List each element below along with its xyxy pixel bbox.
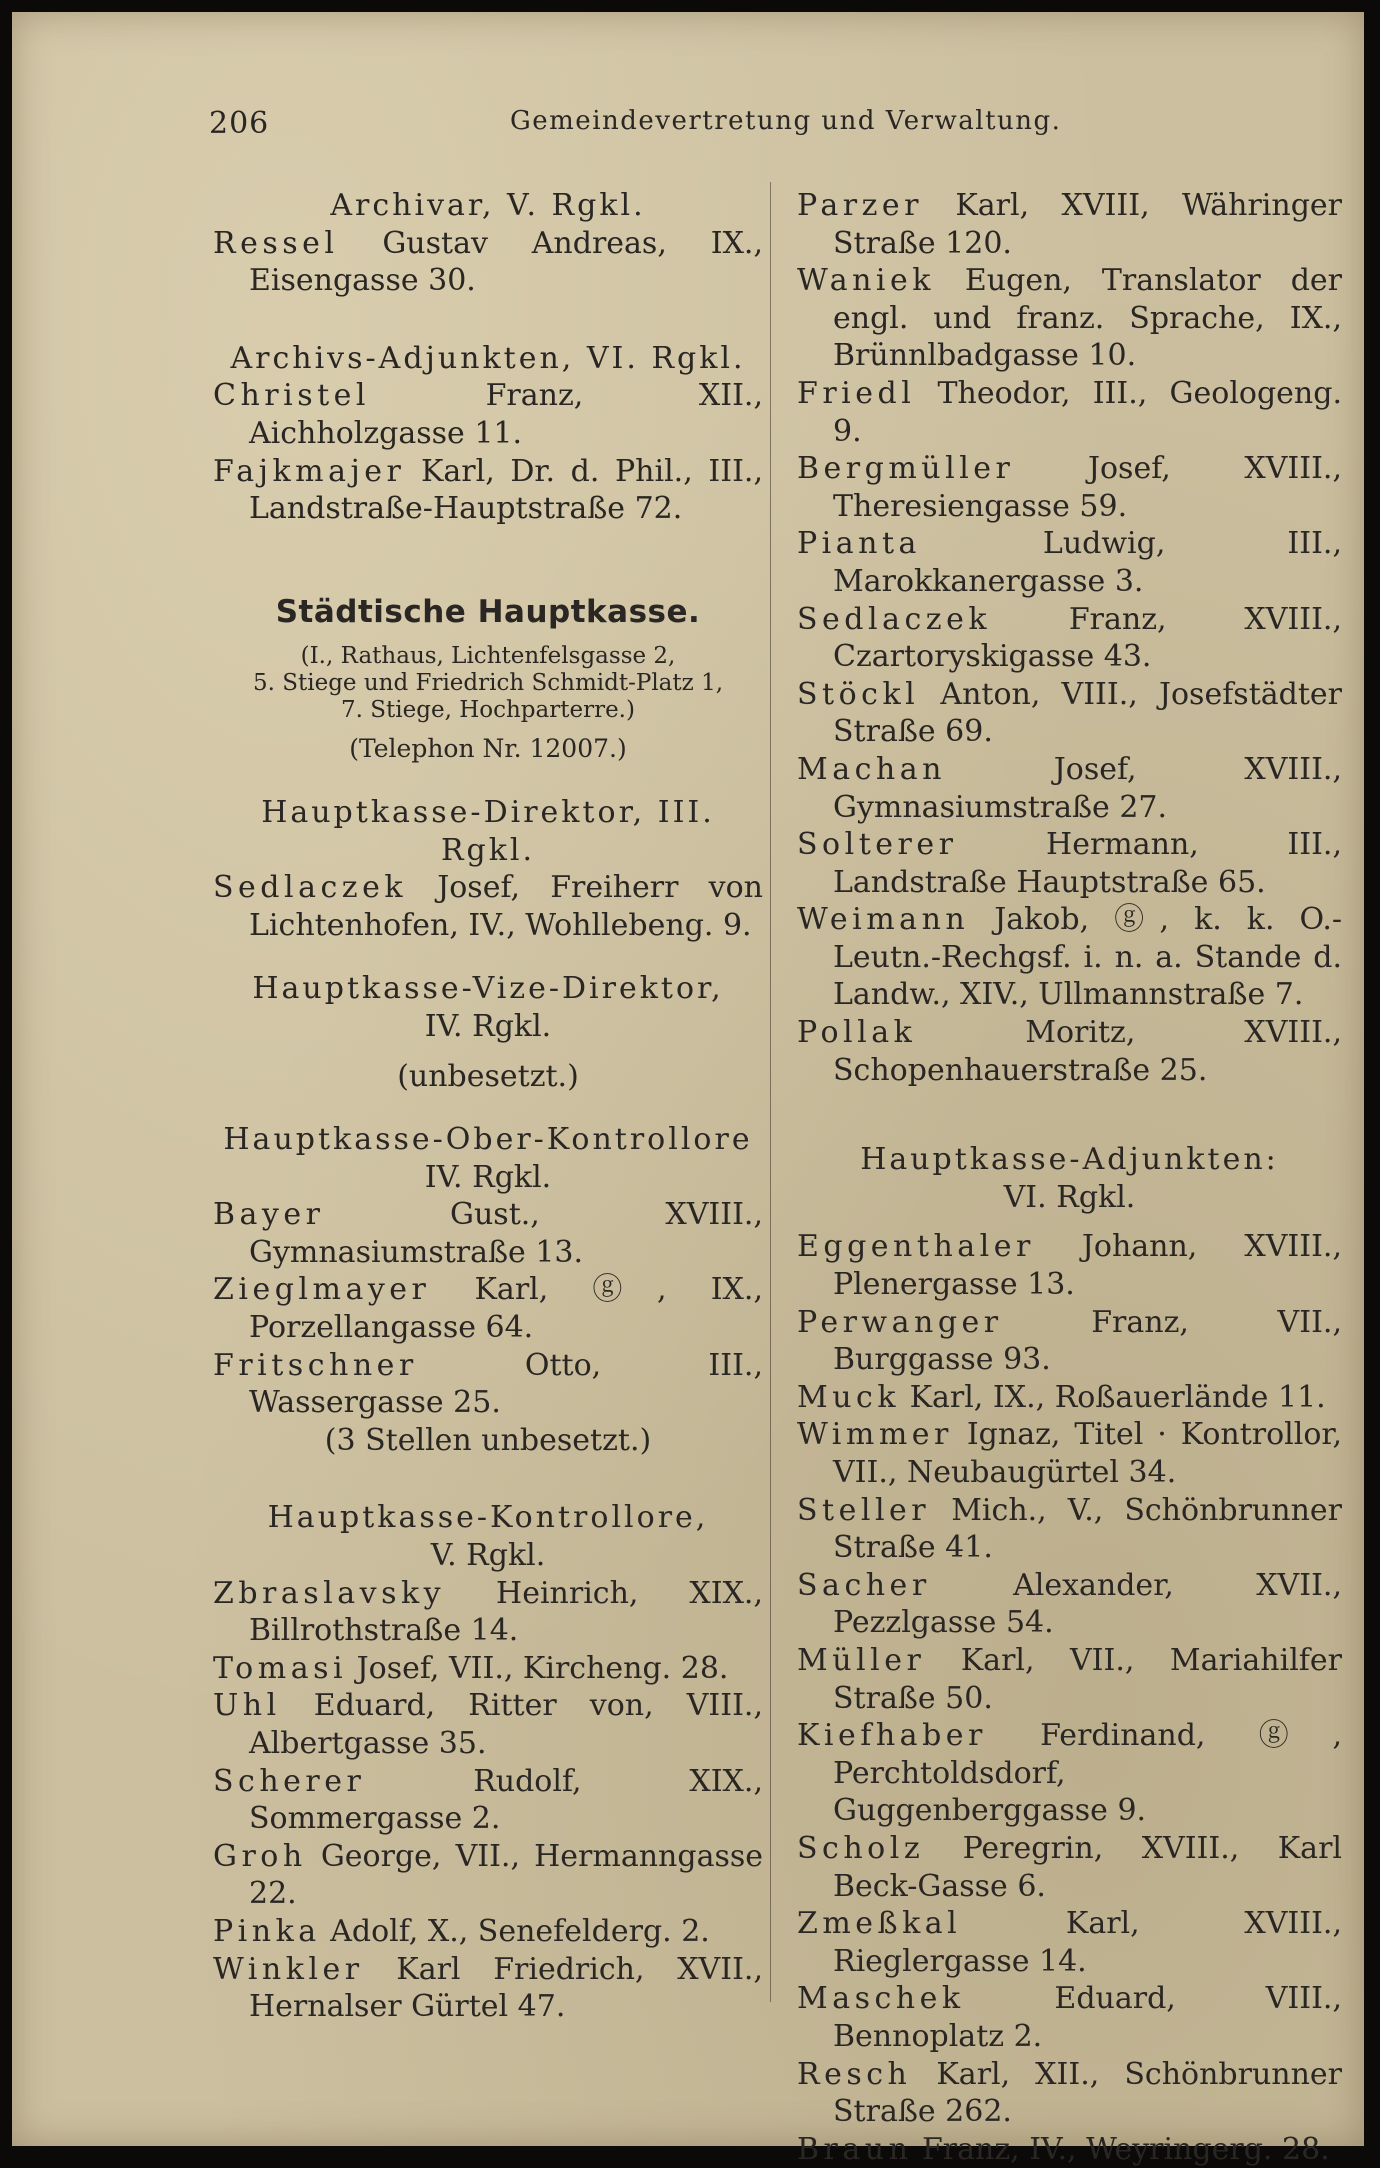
list-entry [213,1763,763,1838]
page-header [12,100,1364,144]
address-line-1: (I., Rathaus, Lichtenfelsgasse 2, [300,643,676,670]
list-entry [797,676,1342,751]
entry-surname: Perwanger [797,1304,1003,1340]
entry-details: Karl, XVIII, Währinger Straße 120. [833,188,1342,261]
entry-surname: Sedlaczek [213,870,408,906]
list-entry [797,601,1342,676]
kontrollore-list [213,1575,763,2026]
list-entry [797,187,1342,262]
entry-details: Karl, ⓖ, IX., Porzellangasse 64. [249,1272,763,1346]
entry-details: Karl, IX., Roßauerlände 11. [900,1379,1326,1415]
ober-kontrollore-heading: Hauptkasse-Ober-Kontrollore [223,1122,753,1158]
entry-details: Rudolf, XIX., Sommergasse 2. [249,1763,763,1837]
entry-surname: Machan [797,751,946,787]
list-entry [797,1304,1342,1379]
entry-details: Franz, VII., Burggasse 93. [833,1304,1342,1378]
column-divider [770,182,771,2002]
list-entry [797,2131,1342,2168]
entry-surname: Pinka [213,1913,321,1949]
entry-surname: Kiefhaber [797,1718,987,1754]
list-entry [797,1492,1342,1567]
entry-surname: Pollak [797,1015,917,1051]
hauptkasse-adjunkten-rank: VI. Rgkl. [1003,1179,1136,1215]
kontrollore-rank: V. Rgkl. [430,1538,546,1574]
entry-surname: Pianta [797,526,921,562]
entry-surname: Stöckl [797,676,920,712]
list-entry [797,262,1342,375]
entry-details: Karl, XII., Schönbrunner Straße 262. [833,2056,1342,2130]
ober-kontrollore-note: (3 Stellen unbesetzt.) [324,1422,652,1458]
list-entry [797,826,1342,901]
list-entry [797,375,1342,450]
list-entry [797,1830,1342,1905]
entry-surname: Winkler [213,1951,364,1987]
entry-details: Alexander, XVII., Pezzlgasse 54. [833,1567,1342,1641]
entry-surname: Scholz [797,1830,925,1866]
entry-surname: Resch [797,2056,912,2092]
list-entry [797,2056,1342,2131]
ober-kontrollore-rank: IV. Rgkl. [424,1159,552,1195]
entry-details: Johann, XVIII., Plenergasse 13. [833,1229,1342,1303]
entry-surname: Tomasi [213,1650,348,1686]
entry-surname: Muck [797,1379,901,1415]
address-line-3: 7. Stiege, Hochparterre.) [341,697,635,724]
entry-surname: Scherer [213,1763,366,1799]
hauptkasse-adjunkten-list [797,1228,1342,2168]
book-page [12,12,1364,2167]
entry-details: Josef, Freiherr von Lichtenhofen, IV., Wohllebeng. 9. [249,870,763,943]
entry-details: Peregrin, XVIII., Karl Beck-Gasse 6. [833,1830,1342,1904]
list-entry [797,901,1342,1014]
entry-surname: Friedl [797,375,916,411]
entry-surname: Waniek [797,263,935,299]
entry-details: Ludwig, III., Marokkanergasse 3. [833,526,1342,599]
section-title: Städtische Hauptkasse. [275,593,701,630]
entry-details: Mich., V., Schönbrunner Straße 41. [833,1492,1342,1566]
entry-details: Adolf, X., Senefelderg. 2. [320,1913,710,1949]
page-number: 206 [209,106,270,141]
vize-direktor-rank: IV. Rgkl. [424,1008,552,1044]
entry-surname: Braun [797,2131,913,2167]
address-line-2: 5. Stiege und Friedrich Schmidt-Platz 1, [252,670,724,697]
entry-surname: Zieglmayer [213,1272,431,1308]
archivar-list [213,225,763,300]
entry-surname: Steller [797,1492,931,1528]
list-entry [797,1717,1342,1830]
entry-details: Ferdinand, ⓖ, Perchtoldsdorf, Guggenberggasse 9. [833,1718,1342,1829]
entry-details: Karl, VII., Mariahilfer Straße 50. [833,1642,1342,1716]
entry-details: Karl, Dr. d. Phil., III., Landstraße-Hauptstraße 72. [249,453,763,527]
list-entry [797,1014,1342,1089]
entry-surname: Solterer [797,827,958,863]
entry-details: Eugen, Translator der engl. und franz. Sprache, IX., Brünnlbadgasse 10. [833,263,1342,374]
entry-details: Franz, IV., Weyringerg. 28. [912,2131,1330,2167]
entry-details: Heinrich, XIX., Billrothstraße 14. [249,1575,763,1649]
entry-details: Josef, VII., Kircheng. 28. [347,1650,729,1686]
list-entry [213,1913,763,1951]
entry-surname: Zmeßkal [797,1906,962,1942]
entry-surname: Uhl [213,1688,281,1724]
archivs-adjunkten-heading: Archivs-Adjunkten, VI. Rgkl. [230,340,746,376]
entry-details: Eduard, Ritter von, VIII., Albertgasse 35. [249,1688,763,1761]
entry-details: Eduard, VIII., Bennoplatz 2. [833,1981,1342,2054]
list-entry [213,1687,763,1762]
entry-surname: Sedlaczek [797,601,992,637]
entry-surname: Weimann [797,902,970,938]
list-entry [213,1575,763,1650]
entry-surname: Maschek [797,1981,965,2017]
archivs-adjunkten-list [213,377,763,527]
entry-details: Anton, VIII., Josefstädter Straße 69. [833,676,1342,750]
list-entry [213,1271,763,1346]
list-entry [213,1196,763,1271]
entry-details: Moritz, XVIII., Schopenhauerstraße 25. [833,1015,1342,1088]
entry-details: Jakob, ⓖ, k. k. O.-Leutn.-Rechgsf. i. n. a. Stande d. Landw., XIV., Ullmannstraße 7. [833,902,1342,1013]
hauptkasse-adjunkten-heading: Hauptkasse-Adjunkten: [860,1142,1279,1178]
list-entry [797,1379,1342,1417]
list-entry [213,1838,763,1913]
entry-details: Karl Friedrich, XVII., Hernalser Gürtel 47. [249,1951,763,2025]
direktor-list [213,869,763,944]
list-entry [213,453,763,528]
entry-details: Gust., XVIII., Gymnasiumstraße 13. [249,1197,763,1270]
list-entry [797,1416,1342,1491]
entry-details: Franz, XVIII., Czartoryskigasse 43. [833,601,1342,675]
list-entry [797,1905,1342,1980]
kontrollore-heading: Hauptkasse-Kontrollore, [267,1500,709,1536]
entry-surname: Wimmer [797,1417,953,1453]
direktor-heading: Hauptkasse-Direktor, III. Rgkl. [261,794,715,868]
list-entry [213,225,763,300]
entry-details: Hermann, III., Landstraße Hauptstraße 65. [833,827,1342,900]
entry-details: Ignaz, Titel · Kontrollor, VII., Neubaugürtel 34. [833,1417,1342,1490]
entry-details: Theodor, III., Geologeng. 9. [833,375,1342,449]
entry-surname: Bergmüller [797,451,1015,487]
entry-details: George, VII., Hermanngasse 22. [249,1838,763,1912]
entry-details: Franz, XII., Aichholzgasse 11. [249,378,763,451]
entry-details: Gustav Andreas, IX., Eisengasse 30. [249,225,763,299]
entry-surname: Bayer [213,1197,325,1233]
running-title: Gemeindevertretung und Verwaltung. [510,106,1062,136]
entry-surname: Fritschner [213,1347,418,1383]
list-entry [213,1951,763,2026]
list-entry [213,377,763,452]
entry-surname: Fajkmajer [213,453,406,489]
entry-surname: Groh [213,1838,307,1874]
list-entry [213,1347,763,1422]
telephone-number: (Telephon Nr. 12007.) [349,734,627,764]
entry-details: Josef, XVIII., Theresiengasse 59. [833,451,1342,524]
entry-details: Karl, XVIII., Rieglergasse 14. [833,1906,1342,1979]
ober-kontrollore-list [213,1196,763,1422]
list-entry [213,869,763,944]
list-entry [797,1228,1342,1303]
archivar-heading: Archivar, V. Rgkl. [330,188,646,223]
entry-surname: Parzer [797,188,923,223]
vize-direktor-heading: Hauptkasse-Vize-Direktor, [252,971,724,1007]
left-column [213,187,763,2026]
entry-surname: Eggenthaler [797,1229,1035,1265]
list-entry [213,1650,763,1688]
continued-list [797,187,1342,1089]
entry-surname: Müller [797,1642,926,1678]
entry-surname: Christel [213,378,371,414]
list-entry [797,1567,1342,1642]
list-entry [797,1980,1342,2055]
entry-surname: Ressel [213,225,339,261]
entry-surname: Zbraslavsky [213,1575,446,1611]
list-entry [797,751,1342,826]
entry-details: Josef, XVIII., Gymnasiumstraße 27. [833,751,1342,825]
entry-surname: Sacher [797,1567,931,1603]
right-column [797,187,1342,2168]
vize-direktor-note: (unbesetzt.) [397,1058,579,1094]
list-entry [797,1642,1342,1717]
list-entry [797,525,1342,600]
list-entry [797,450,1342,525]
entry-details: Otto, III., Wassergasse 25. [249,1347,763,1421]
